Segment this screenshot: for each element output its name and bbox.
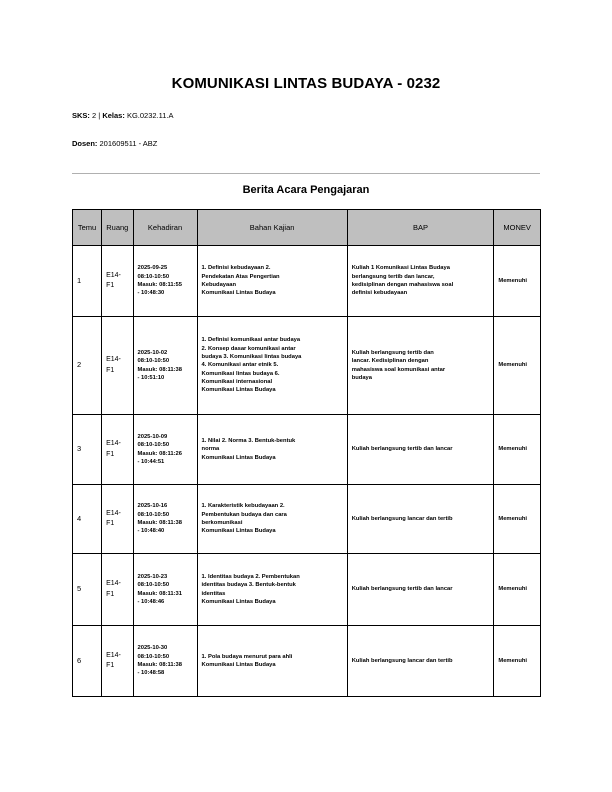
cell-kehadiran-line: Masuk: 08:11:31 [137,590,182,597]
cell-kehadiran-line: 08:10-10:50 [137,358,170,365]
cell-bap-line: kedisiplinan dengan mahasiswa soal [351,282,454,288]
header-ruang: Ruang [102,210,133,246]
cell-kehadiran [133,485,197,554]
cell-ruang-line: F1 [106,366,115,374]
cell-kehadiran-line: Masuk: 08:11:55 [137,282,182,288]
sks-value: 2 [92,111,97,120]
table-row [73,317,541,415]
meta-separator: | [98,111,101,120]
cell-kehadiran [133,554,197,626]
cell-kehadiran-line: - 10:51:10 [137,374,165,381]
cell-bahan-kajian-line: 1. Pola budaya menurut para ahli [201,653,293,660]
dosen-value: 201609511 - ABZ [99,139,158,148]
cell-bahan-kajian [197,246,347,317]
cell-kehadiran-line: - 10:44:51 [137,458,165,465]
cell-bahan-kajian-line: 1. Definisi komunikasi antar budaya [201,337,301,344]
cell-monev: Memenuhi [494,626,541,697]
cell-bahan-kajian [197,415,347,485]
cell-bahan-kajian-line: Pendekatan Atas Pengertian [201,273,280,280]
header-kehadiran: Kehadiran [133,210,197,246]
cell-bap-line: mahasiswa soal komunikasi antar [351,366,446,373]
cell-bap [347,246,494,317]
cell-bahan-kajian [197,317,347,415]
cell-kehadiran-line: 08:10-10:50 [137,442,170,449]
cell-bahan-kajian-line: 2. Konsep dasar komunikasi antar [201,345,296,352]
cell-kehadiran-line: 08:10-10:50 [137,273,170,280]
cell-monev: Memenuhi [494,246,541,317]
cell-kehadiran-line: Masuk: 08:11:38 [137,662,182,668]
cell-bahan-kajian-line: 1. Definisi kebudayaan 2. [201,265,271,272]
table-row [73,554,541,626]
course-title: KOMUNIKASI LINTAS BUDAYA - 0232 [171,75,441,92]
cell-bap-line: berlangsung tertib dan lancar, [351,273,435,280]
cell-ruang-line: E14- [106,271,121,279]
cell-ruang [102,246,133,317]
cell-bahan-kajian-line: 1. Nilai 2. Norma 3. Bentuk-bentuk [201,437,296,444]
cell-kehadiran [133,626,197,697]
cell-ruang [102,415,133,485]
cell-bahan-kajian-line: Komunikasi Lintas Budaya [201,662,276,668]
cell-temu: 1 [73,246,102,317]
cell-bahan-kajian-line: Komunikasi Lintas Budaya [201,290,276,297]
cell-bahan-kajian-line: Komunikasi internasional [201,379,273,386]
cell-kehadiran-line: 2025-10-23 [137,573,168,580]
cell-bap-line: definisi kebudayaan [351,290,408,297]
cell-bahan-kajian-line: norma [201,446,220,453]
cell-temu: 4 [73,485,102,554]
cell-kehadiran-line: Masuk: 08:11:26 [137,450,182,457]
cell-bahan-kajian-line: 4. Komunikasi antar etnik 5. [201,362,279,369]
cell-bap-line: lancar. Kedisiplinan dengan [351,358,429,365]
cell-bap-line: Kuliah berlangsung tertib dan [351,349,434,356]
cell-bap [347,485,494,554]
cell-kehadiran-line: 2025-10-09 [137,433,168,440]
cell-kehadiran-line: Masuk: 08:11:38 [137,520,182,526]
cell-bap-line: Kuliah berlangsung tertib dan lancar [351,586,453,593]
cell-bahan-kajian [197,485,347,554]
cell-bahan-kajian-line: 1. Identitas budaya 2. Pembentukan [201,573,300,580]
cell-kehadiran-line: 2025-09-25 [137,265,168,272]
cell-ruang-line: E14- [106,509,121,517]
course-meta-line [72,111,174,120]
cell-ruang [102,554,133,626]
cell-kehadiran-line: - 10:48:58 [137,670,165,677]
cell-bahan-kajian-line: budaya 3. Komunikasi lintas budaya [201,353,302,360]
cell-bahan-kajian-line: identitas budaya 3. Bentuk-bentuk [201,582,296,589]
cell-temu: 3 [73,415,102,485]
dosen-label: Dosen: [72,139,98,148]
cell-ruang [102,485,133,554]
cell-bahan-kajian-line: identitas [201,590,226,597]
cell-bap [347,317,494,415]
cell-bap-line: budaya [351,374,372,381]
dosen-line [72,139,157,148]
cell-kehadiran-line: - 10:48:30 [137,290,165,297]
table-row [73,485,541,554]
cell-ruang-line: F1 [106,662,115,669]
cell-temu: 2 [73,317,102,415]
cell-kehadiran-line: 08:10-10:50 [137,511,170,518]
header-temu: Temu [73,210,102,246]
kelas-value: KG.0232.11.A [126,111,174,120]
header-monev: MONEV [494,210,541,246]
cell-kehadiran-line: - 10:48:40 [137,528,165,535]
cell-bap-line: Kuliah berlangsung lancar dan tertib [351,515,453,522]
cell-ruang [102,626,133,697]
cell-bap [347,554,494,626]
header-bap: BAP [347,210,494,246]
cell-bahan-kajian-line: berkomunikasi [201,520,243,526]
cell-kehadiran-line: - 10:48:46 [137,598,165,605]
cell-bahan-kajian-line: 1. Karakteristik kebudayaan 2. [201,503,285,510]
cell-kehadiran-line: 2025-10-16 [137,503,168,510]
cell-ruang-line: F1 [106,520,115,527]
cell-bap-line: Kuliah berlangsung tertib dan lancar [351,446,453,453]
cell-bahan-kajian-line: Komunikasi lintas budaya 6. [201,370,280,377]
cell-bap-line: Kuliah berlangsung lancar dan tertib [351,657,453,664]
cell-ruang-line: F1 [106,590,115,598]
kelas-label: Kelas: [102,111,125,120]
cell-ruang-line: F1 [106,450,115,458]
cell-bahan-kajian-line: Pembentukan budaya dan cara [201,511,287,518]
table-row [73,415,541,485]
cell-monev: Memenuhi [494,317,541,415]
sks-label: SKS: [72,111,90,120]
cell-bahan-kajian [197,554,347,626]
header-bahan-kajian: Bahan Kajian [197,210,347,246]
cell-kehadiran [133,246,197,317]
cell-kehadiran [133,415,197,485]
cell-kehadiran-line: 08:10-10:50 [137,582,170,589]
cell-kehadiran-line: 08:10-10:50 [137,653,170,660]
cell-temu: 6 [73,626,102,697]
cell-monev: Memenuhi [494,554,541,626]
cell-ruang-line: E14- [106,651,121,659]
cell-bahan-kajian [197,626,347,697]
cell-bap-line: Kuliah 1 Komunikasi Lintas Budaya [351,265,450,272]
cell-bahan-kajian-line: Kebudayaan [201,282,237,288]
cell-bap [347,415,494,485]
section-title: Berita Acara Pengajaran [242,184,370,196]
cell-ruang-line: F1 [106,282,115,289]
table-header-row [73,210,541,246]
cell-monev: Memenuhi [494,485,541,554]
cell-monev: Memenuhi [494,415,541,485]
table-row [73,626,541,697]
cell-ruang-line: E14- [106,440,121,447]
cell-kehadiran-line: Masuk: 08:11:38 [137,366,182,373]
cell-kehadiran-line: 2025-10-30 [137,645,168,652]
table-row [73,246,541,317]
cell-ruang-line: E14- [106,580,121,587]
cell-kehadiran-line: 2025-10-02 [137,349,168,356]
cell-bahan-kajian-line: Komunikasi Lintas Budaya [201,454,276,461]
cell-bahan-kajian-line: Komunikasi Lintas Budaya [201,387,276,394]
cell-bap [347,626,494,697]
bap-table [72,209,541,697]
cell-ruang [102,317,133,415]
cell-bahan-kajian-line: Komunikasi Lintas Budaya [201,528,276,535]
divider [72,173,540,174]
cell-kehadiran [133,317,197,415]
cell-bahan-kajian-line: Komunikasi Lintas Budaya [201,598,276,605]
cell-ruang-line: E14- [106,356,121,363]
cell-temu: 5 [73,554,102,626]
